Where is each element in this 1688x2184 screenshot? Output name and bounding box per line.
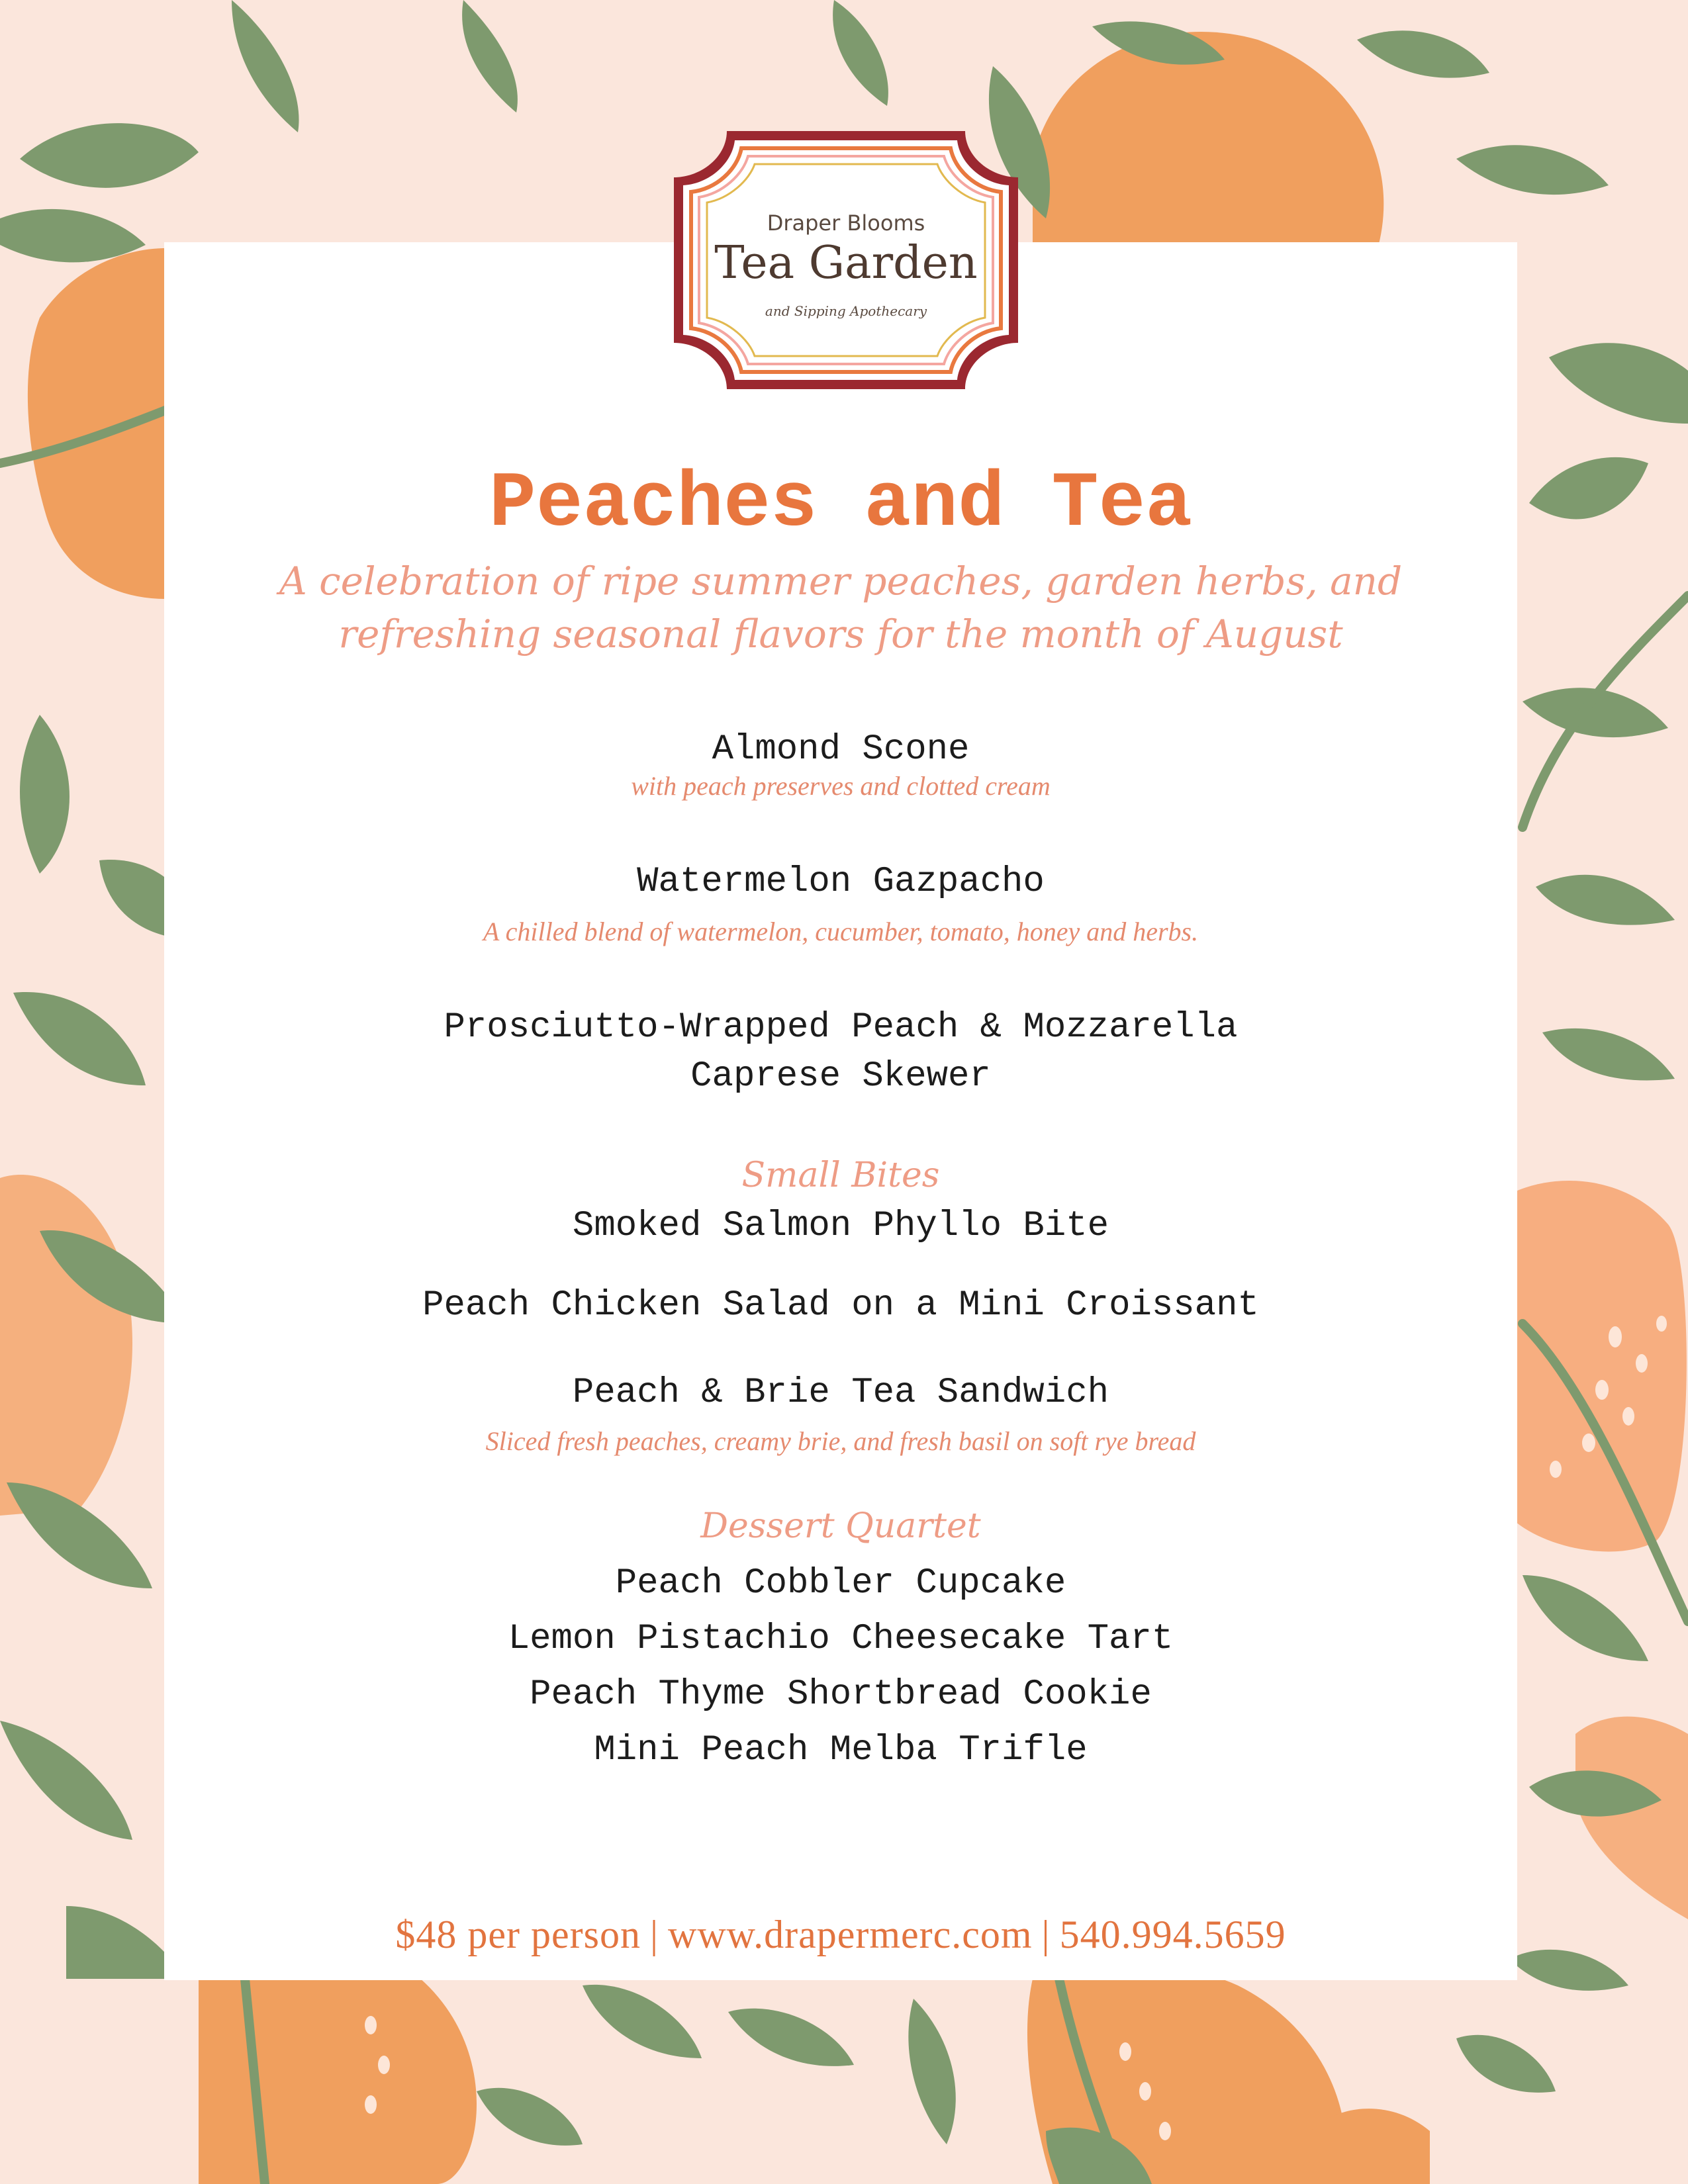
logo-line-2: Tea Garden bbox=[714, 237, 978, 289]
item-prosciutto-line-2: Caprese Skewer bbox=[690, 1056, 991, 1097]
menu-card bbox=[164, 242, 1517, 1980]
section-dessert-quartet: Dessert Quartet bbox=[700, 1506, 981, 1546]
dessert-item: Peach Cobbler Cupcake bbox=[615, 1563, 1066, 1604]
item-peach-chicken-salad: Peach Chicken Salad on a Mini Croissant bbox=[422, 1285, 1259, 1326]
footer-divider: | bbox=[650, 1913, 659, 1956]
footer-divider: | bbox=[1041, 1913, 1051, 1956]
item-smoked-salmon: Smoked Salmon Phyllo Bite bbox=[572, 1206, 1109, 1246]
menu-title: Peaches and Tea bbox=[489, 461, 1193, 549]
item-prosciutto-line-1: Prosciutto-Wrapped Peach & Mozzarella bbox=[444, 1007, 1238, 1048]
item-watermelon-gazpacho: Watermelon Gazpacho bbox=[637, 862, 1045, 902]
website-link[interactable]: www.drapermerc.com bbox=[668, 1913, 1033, 1956]
item-almond-scone-desc: with peach preserves and clotted cream bbox=[631, 771, 1051, 801]
phone-number[interactable]: 540.994.5659 bbox=[1059, 1913, 1286, 1956]
subtitle-line-2: refreshing seasonal flavors for the month of August bbox=[338, 612, 1343, 657]
price: $48 per person bbox=[395, 1913, 641, 1956]
section-small-bites: Small Bites bbox=[741, 1156, 940, 1195]
dessert-item: Peach Thyme Shortbread Cookie bbox=[530, 1674, 1152, 1715]
logo-line-3: and Sipping Apothecary bbox=[765, 303, 927, 319]
subtitle-line-1: A celebration of ripe summer peaches, garden herbs, and bbox=[279, 559, 1403, 604]
dessert-item: Mini Peach Melba Trifle bbox=[594, 1730, 1088, 1770]
item-almond-scone: Almond Scone bbox=[712, 729, 970, 770]
item-watermelon-gazpacho-desc: A chilled blend of watermelon, cucumber, tomato, honey and herbs. bbox=[483, 917, 1199, 946]
dessert-item: Lemon Pistachio Cheesecake Tart bbox=[508, 1619, 1174, 1659]
logo-wordmark bbox=[661, 105, 1031, 416]
item-peach-brie-desc: Sliced fresh peaches, creamy brie, and fresh basil on soft rye bread bbox=[485, 1426, 1196, 1456]
logo-line-1: Draper Blooms bbox=[767, 210, 925, 236]
item-peach-brie: Peach & Brie Tea Sandwich bbox=[572, 1373, 1109, 1413]
menu-subtitle bbox=[164, 555, 1517, 660]
menu-footer bbox=[164, 1912, 1517, 1958]
